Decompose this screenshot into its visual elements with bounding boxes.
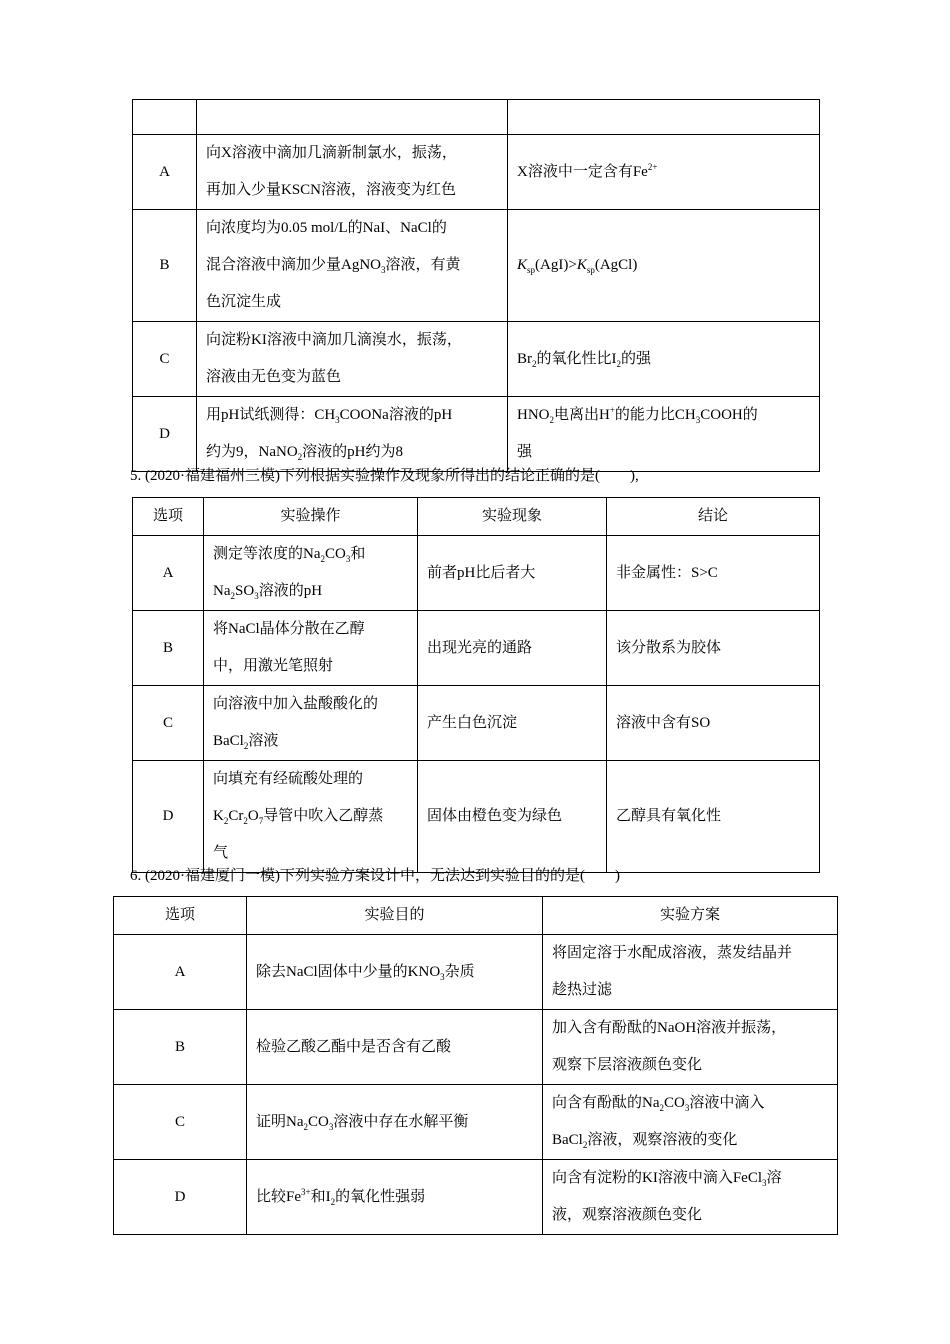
table-header-row xyxy=(114,897,838,935)
table-header-row-empty xyxy=(133,100,820,135)
phenomenon-cell: 固体由橙色变为绿色 xyxy=(418,761,607,873)
header-conclusion: 结论 xyxy=(607,498,820,536)
phenomenon-cell: 出现光亮的通路 xyxy=(418,611,607,686)
goal-cell: 比较$Fe^{3+}$和$I_2$的氧化性强弱 xyxy=(247,1160,543,1235)
experiment-table-q4 xyxy=(132,99,820,472)
conclusion-cell: X溶液中一定含有$Fe^{2+}$ xyxy=(508,135,820,210)
table-row xyxy=(133,686,820,761)
phenomenon-cell: 前者pH比后者大 xyxy=(418,536,607,611)
option-cell: D xyxy=(133,397,197,472)
operation-cell: 用pH试纸测得：$CH_3COONa$溶液的pH 约为9，NaNO$_2$溶液的pH约为8 xyxy=(197,397,508,472)
option-cell: C xyxy=(133,322,197,397)
header-operation: 实验操作 xyxy=(204,498,418,536)
experiment-table-q6 xyxy=(113,896,838,1235)
header-option: 选项 xyxy=(114,897,247,935)
table-row xyxy=(114,935,838,1010)
table-header-row xyxy=(133,498,820,536)
header-phenomenon: 实验现象 xyxy=(418,498,607,536)
option-cell: B xyxy=(133,210,197,322)
conclusion-cell: $HNO_2$电离出H+的能力比$CH_3COOH$的 强 xyxy=(508,397,820,472)
option-cell: B xyxy=(133,611,204,686)
conclusion-cell: 非金属性：S>C xyxy=(607,536,820,611)
empty-header-cell xyxy=(197,100,508,135)
goal-cell: 检验乙酸乙酯中是否含有乙酸 xyxy=(247,1010,543,1085)
conclusion-cell: 该分散系为胶体 xyxy=(607,611,820,686)
operation-cell: 将NaCl晶体分散在乙醇 中，用激光笔照射 xyxy=(204,611,418,686)
plan-cell: 加入含有酚酞的NaOH溶液并振荡， 观察下层溶液颜色变化 xyxy=(543,1010,838,1085)
conclusion-cell: $K_{sp}(AgI)>K_{sp}(AgCl)$ xyxy=(508,210,820,322)
operation-cell: 向淀粉KI溶液中滴加几滴溴水，振荡， 溶液由无色变为蓝色 xyxy=(197,322,508,397)
option-cell: C xyxy=(133,686,204,761)
option-cell: A xyxy=(133,135,197,210)
plan-cell: 将固定溶于水配成溶液，蒸发结晶并 趁热过滤 xyxy=(543,935,838,1010)
plan-cell: 向含有淀粉的KI溶液中滴入FeCl$_3$溶 液，观察溶液颜色变化 xyxy=(543,1160,838,1235)
question-5-title: 5. (2020·福建福州三模)下列根据实验操作及现象所得出的结论正确的是( ), xyxy=(130,468,639,484)
goal-cell: 证明$Na_2CO_3$溶液中存在水解平衡 xyxy=(247,1085,543,1160)
table-row xyxy=(133,135,820,210)
table-row xyxy=(133,397,820,472)
table-row xyxy=(133,761,820,873)
table-row xyxy=(133,536,820,611)
option-cell: A xyxy=(133,536,204,611)
table-row xyxy=(133,210,820,322)
conclusion-cell: 乙醇具有氧化性 xyxy=(607,761,820,873)
header-plan: 实验方案 xyxy=(543,897,838,935)
operation-cell: 向X溶液中滴加几滴新制氯水，振荡， 再加入少量KSCN溶液，溶液变为红色 xyxy=(197,135,508,210)
option-cell: D xyxy=(114,1160,247,1235)
option-cell: B xyxy=(114,1010,247,1085)
header-goal: 实验目的 xyxy=(247,897,543,935)
operation-cell: 向溶液中加入盐酸酸化的 BaCl$_2$溶液 xyxy=(204,686,418,761)
operation-cell: 向填充有经硫酸处理的 $K_2Cr_2O_7$导管中吹入乙醇蒸 气 xyxy=(204,761,418,873)
option-cell: D xyxy=(133,761,204,873)
conclusion-cell: $Br_2$的氧化性比$I_2$的强 xyxy=(508,322,820,397)
empty-header-cell xyxy=(508,100,820,135)
table-row xyxy=(114,1085,838,1160)
header-option: 选项 xyxy=(133,498,204,536)
table-row xyxy=(133,322,820,397)
empty-header-cell xyxy=(133,100,197,135)
table-row xyxy=(114,1010,838,1085)
table-row xyxy=(133,611,820,686)
goal-cell: 除去NaCl固体中少量的$KNO_3$杂质 xyxy=(247,935,543,1010)
operation-cell: 测定等浓度的$Na_2CO_3$和 $Na_2SO_3$溶液的pH xyxy=(204,536,418,611)
plan-cell: 向含有酚酞的$Na_2CO_3$溶液中滴入 BaCl$_2$溶液，观察溶液的变化 xyxy=(543,1085,838,1160)
operation-cell: 向浓度均为0.05 mol/L的NaI、NaCl的 混合溶液中滴加少量AgNO$_3$溶液，有黄 色沉淀生成 xyxy=(197,210,508,322)
option-cell: A xyxy=(114,935,247,1010)
table-row xyxy=(114,1160,838,1235)
experiment-table-q5 xyxy=(132,497,820,873)
question-6-title: 6. (2020·福建厦门一模)下列实验方案设计中，无法达到实验目的的是( ) xyxy=(130,868,620,884)
conclusion-cell: 溶液中含有SO xyxy=(607,686,820,761)
option-cell: C xyxy=(114,1085,247,1160)
phenomenon-cell: 产生白色沉淀 xyxy=(418,686,607,761)
